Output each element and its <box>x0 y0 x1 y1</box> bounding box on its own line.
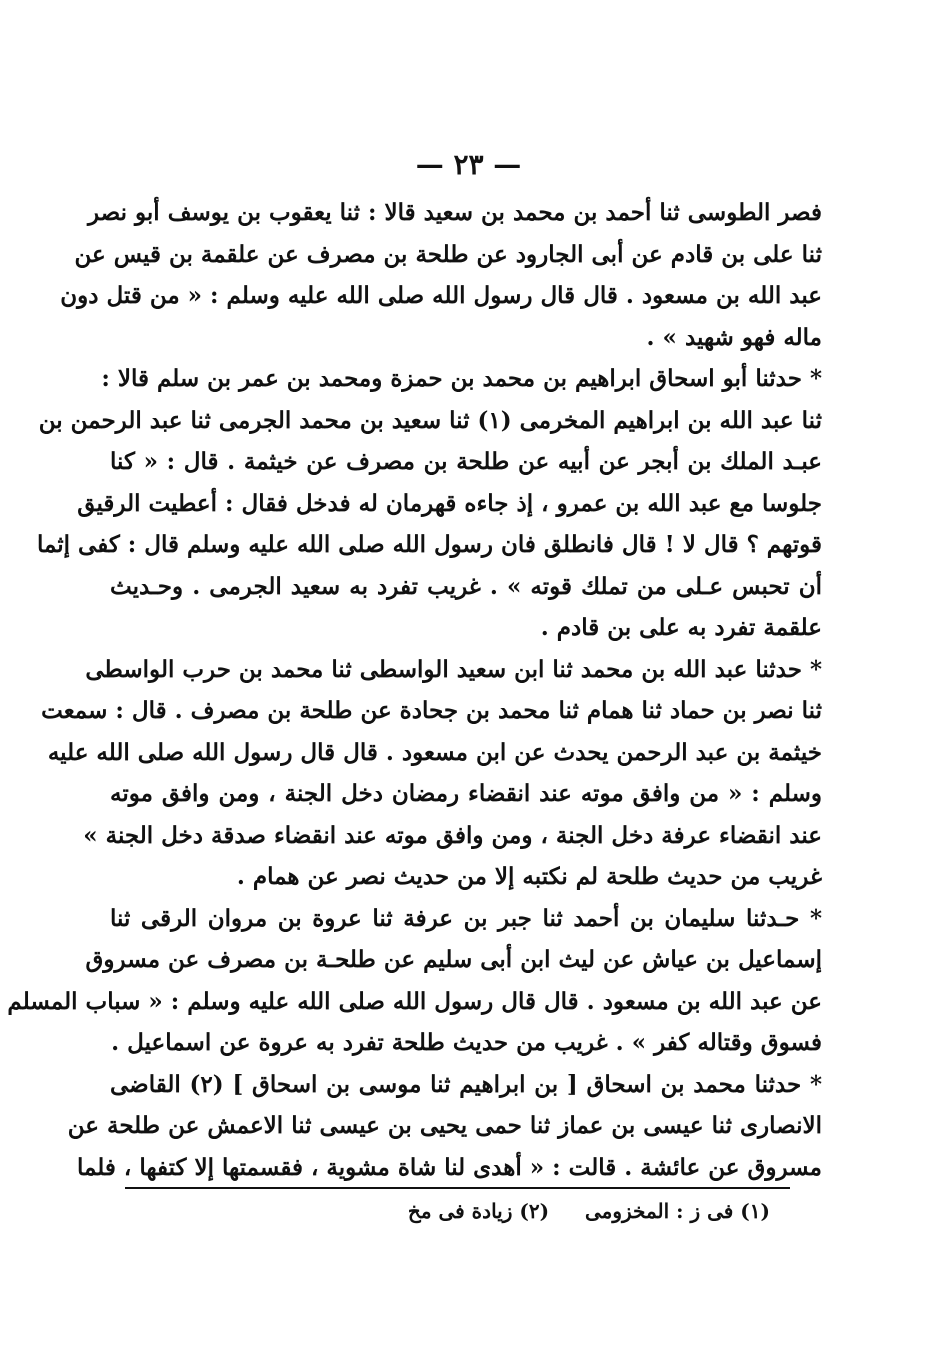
text-line: * حدثنا عبد الله بن محمد ثنا ابن سعيد الواسطى ثنا محمد بن حرب الواسطى <box>85 655 822 683</box>
text-line: فصر الطوسى ثنا أحمد بن محمد بن سعيد قالا : ثنا يعقوب بن يوسف أبو نصر <box>87 199 822 226</box>
footnote-1: (١) فى ز : المخزومى <box>584 1199 770 1223</box>
footnotes <box>300 1196 770 1226</box>
text-line: إسماعيل بن عياش عن ليث ابن أبى سليم عن طلحـة بن مصرف عن مسروق <box>85 946 822 973</box>
text-line: عبد الله بن مسعود . قال قال رسول الله صلى الله عليه وسلم : « من قتل دون <box>60 282 822 309</box>
text-line: ماله فهو شهيد » . <box>646 323 822 351</box>
footnote-divider <box>125 1187 790 1189</box>
text-line: عن عبد الله بن مسعود . قال قال رسول الله صلى الله عليه وسلم : « سباب المسلم <box>7 987 822 1015</box>
paragraph-1 <box>60 192 822 358</box>
text-line: خيثمة بن عبد الرحمن يحدث عن ابن مسعود . قال قال رسول الله صلى الله عليه <box>47 738 822 766</box>
text-line: * حدثنا محمد بن اسحاق [ بن ابراهيم ثنا موسى بن اسحاق ] (٢) القاضى <box>110 1070 822 1098</box>
text-line: وسلم : « من وافق موته عند انقضاء رمضان دخل الجنة ، ومن وافق موته <box>110 780 822 807</box>
paragraph-4 <box>7 898 822 1064</box>
text-line: غريب من حديث طلحة لم نكتبه إلا من حديث نصر عن همام . <box>236 863 822 890</box>
text-line: أن تحبس عـلى من تملك قوته » . غريب تفرد به سعيد الجرمى . وحـديث <box>110 572 822 600</box>
paragraph-2 <box>36 358 822 649</box>
text-line: * حدثنا أبو اسحاق ابراهيم بن محمد بن حمزة ومحمد بن عمر بن سلم قالا : <box>101 365 822 392</box>
text-line: الانصارى ثنا عيسى بن عماز ثنا حمى يحيى بن عيسى ثنا الاعمش عن طلحة عن <box>67 1112 822 1139</box>
text-line: ثنا على بن قادم عن أبى الجارود عن طلحة بن مصرف عن علقمة بن قيس عن <box>74 240 822 268</box>
footnote-2: (٢) زيادة فى مخ <box>407 1199 550 1223</box>
text-line: علقمة تفرد به على بن قادم . <box>540 614 822 641</box>
text-line: مسروق عن عائشة . قالت : « أهدى لنا شاة مشوية ، فقسمتها إلا كتفها ، فلما <box>76 1153 822 1181</box>
text-line: * حـدثنا سليمان بن أحمد ثنا جبر بن عرفة ثنا عروة بن مروان الرقى ثنا <box>110 904 822 932</box>
text-line: جلوسا مع عبد الله بن عمرو ، إذ جاءه قهرمان له فدخل فقال : أعطيت الرقيق <box>77 489 822 517</box>
text-line: قوتهم ؟ قال لا ! قال فانطلق فان رسول الله صلى الله عليه وسلم قال : كفى إثما <box>36 531 822 558</box>
text-line: فسوق وقتاله كفر » . غريب من حديث طلحة تفرد به عروة عن اسماعيل . <box>111 1029 822 1056</box>
text-line: ثنا نصر بن حماد ثنا همام ثنا محمد بن جحادة عن طلحة بن مصرف . قال : سمعت <box>41 697 822 724</box>
page-number: — ٢٣ — <box>415 148 522 181</box>
paragraph-5 <box>67 1064 822 1189</box>
main-text <box>7 192 822 1188</box>
text-line: عبـد الملك بن أبجر عن أبيه عن طلحة بن مصرف عن خيثمة . قال : « كنا <box>110 448 822 475</box>
text-line: ثنا عبد الله بن ابراهيم المخرمى (١) ثنا سعيد بن محمد الجرمى ثنا عبد الرحمن بن <box>38 406 822 434</box>
text-line: عند انقضاء عرفة دخل الجنة ، ومن وافق موته عند انقضاء صدقة دخل الجنة » <box>83 821 822 849</box>
paragraph-3 <box>41 649 822 898</box>
